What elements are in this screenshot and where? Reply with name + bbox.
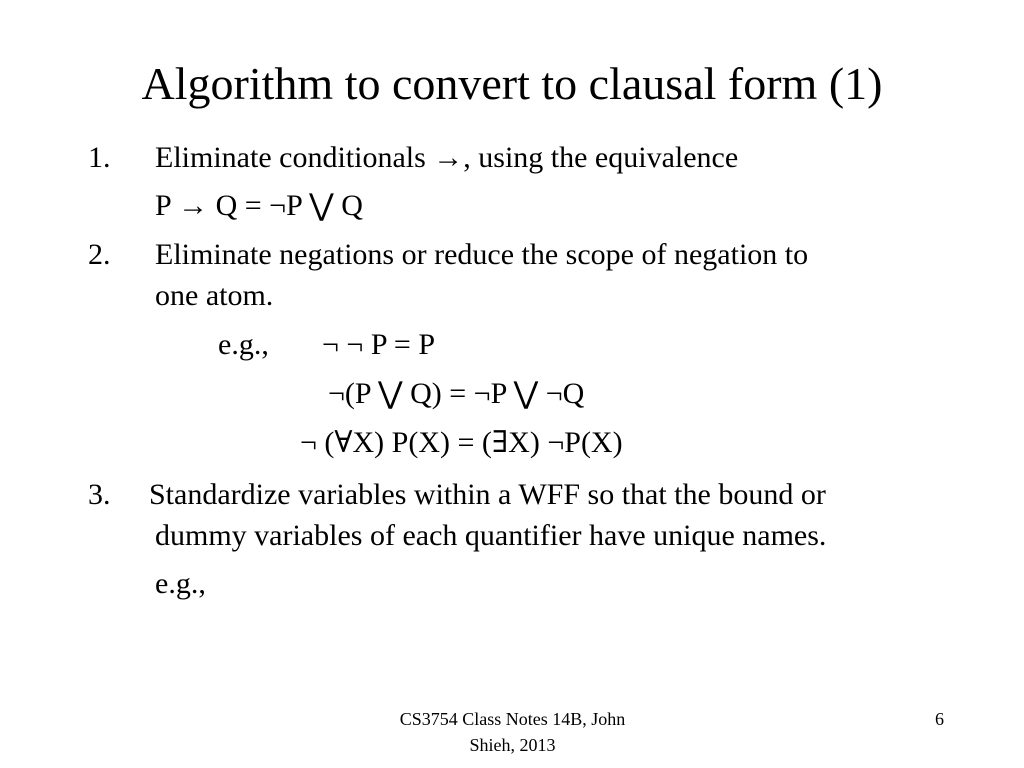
step-1-equivalence: P → Q = ¬P ⋁ Q [155, 189, 363, 222]
page-number: 6 [935, 709, 944, 729]
step-3-text-line2: dummy variables of each quantifier have unique names. [155, 519, 827, 552]
step-2-text-line1: Eliminate negations or reduce the scope of negation to [155, 238, 809, 271]
step-2-text-line2: one atom. [155, 279, 274, 312]
slide-title: Algorithm to convert to clausal form (1) [141, 58, 883, 109]
step-1-text: Eliminate conditionals →, using the equivalence [155, 141, 739, 174]
footer-note-line1: CS3754 Class Notes 14B, John [399, 709, 626, 729]
step-3-example-label: e.g., [155, 567, 206, 600]
step-2-example-1: ¬ ¬ P = P [322, 328, 436, 361]
step-2-example-2: ¬(P ⋁ Q) = ¬P ⋁ ¬Q [328, 377, 585, 410]
step-2-number: 2. [88, 238, 111, 271]
step-2-example-label: e.g., [218, 328, 269, 361]
footer-note [380, 706, 645, 758]
footer-note-line2: Shieh, 2013 [469, 735, 556, 755]
step-3-number: 3. [88, 478, 111, 511]
step-2-example-3: ¬ (∀X) P(X) = (∃X) ¬P(X) [300, 426, 623, 459]
step-3-text-line1: Standardize variables within a WFF so that the bound or [149, 478, 826, 511]
step-1-number: 1. [88, 141, 111, 174]
